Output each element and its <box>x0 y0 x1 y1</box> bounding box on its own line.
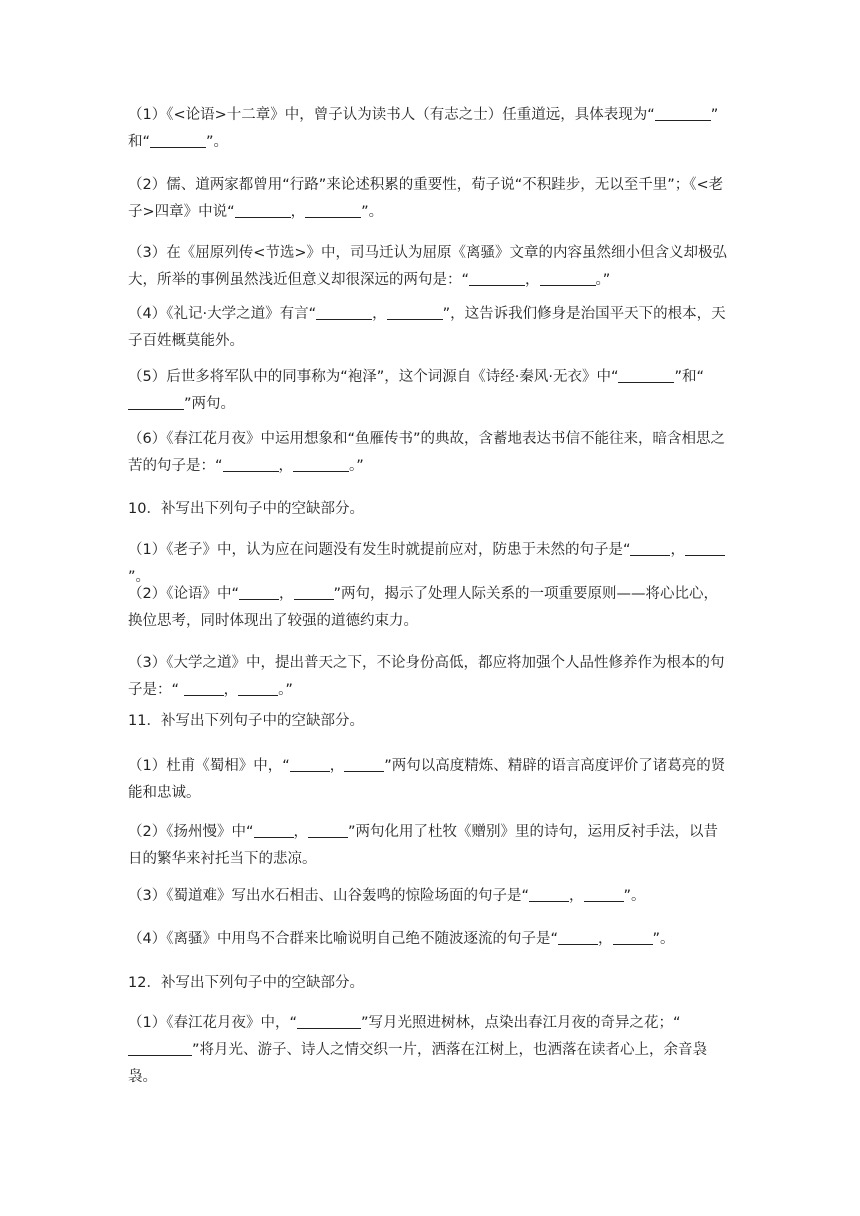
text: ， <box>293 824 308 840</box>
answer-blank[interactable] <box>540 271 596 287</box>
answer-blank[interactable] <box>655 106 711 122</box>
text: （6）《春江花月夜》中运用想象和“鱼雁传书”的典故，含蓄地表达书信不能往来，暗含相思之苦的句子是：“ <box>128 431 725 474</box>
text: （4）《礼记·大学之道》有言“ <box>128 306 317 322</box>
q10-item-2 <box>128 581 732 635</box>
answer-blank[interactable] <box>223 457 279 473</box>
answer-blank[interactable] <box>685 541 725 557</box>
q10-item-3 <box>128 650 732 704</box>
answer-blank[interactable] <box>239 585 279 601</box>
q11-item-1 <box>128 753 732 807</box>
answer-blank[interactable] <box>254 823 294 839</box>
text: ”写月光照进树林，点染出春江月夜的奇异之花；“ <box>361 1015 681 1031</box>
text: ， <box>598 931 613 947</box>
answer-blank[interactable] <box>293 457 349 473</box>
text: （3）在《屈原列传<节选>》中，司马迁认为屈原《离骚》文章的内容虽然细小但含义却极弘大，所举的事例虽然浅近但意义却很深远的两句是：“ <box>128 245 728 288</box>
text: ， <box>279 586 294 602</box>
text: ”两句以高度精炼、精辟的语言高度评价了诸葛亮的贤能和忠诚。 <box>128 758 726 801</box>
q12-item-1 <box>128 1010 732 1091</box>
text: ”。 <box>128 569 151 585</box>
q11-item-2 <box>128 819 732 873</box>
text: ” <box>710 107 719 123</box>
text: ”。 <box>623 888 646 904</box>
answer-blank[interactable] <box>613 930 653 946</box>
answer-blank[interactable] <box>469 271 525 287</box>
answer-blank[interactable] <box>618 368 674 384</box>
answer-blank[interactable] <box>235 203 291 219</box>
answer-blank[interactable] <box>387 305 443 321</box>
answer-blank[interactable] <box>305 203 361 219</box>
answer-blank[interactable] <box>344 757 384 773</box>
text: （2）儒、道两家都曾用“行路”来论述积累的重要性，荀子说“不积跬步，无以至千里”；《<老子>四章》中说“ <box>128 177 724 220</box>
text: （1）《<论语>十二章》中，曾子认为读书人（有志之士）任重道远，具体表现为“ <box>128 107 655 123</box>
q11-item-4 <box>128 926 732 953</box>
answer-blank[interactable] <box>128 1041 192 1057</box>
q9-item-6 <box>128 426 732 480</box>
answer-blank[interactable] <box>297 1014 361 1030</box>
answer-blank[interactable] <box>308 823 348 839</box>
text: （4）《离骚》中用鸟不合群来比喻说明自己绝不随波逐流的句子是“ <box>128 931 558 947</box>
q10-heading: 10．补写出下列句子中的空缺部分。 <box>128 501 364 517</box>
text: ”和“ <box>674 369 705 385</box>
text: 。” <box>349 458 364 474</box>
answer-blank[interactable] <box>150 133 206 149</box>
answer-blank[interactable] <box>529 887 569 903</box>
text: ”。 <box>206 134 229 150</box>
text: ， <box>223 682 239 698</box>
text: ”。 <box>361 204 384 220</box>
text: ”两句。 <box>184 396 236 412</box>
q9-item-4 <box>128 301 732 355</box>
text: ”两句，揭示了处理人际关系的一项重要原则——将心比心，换位思考，同时体现出了较强的道德约束力。 <box>128 586 719 629</box>
text: （2）《论语》中“ <box>128 586 239 602</box>
text: （3）《大学之道》中，提出普天之下，不论身份高低，都应将加强个人品性修养作为根本的句子是：“ <box>128 655 725 698</box>
text: （1）《春江花月夜》中，“ <box>128 1015 297 1031</box>
text: ”，这告诉我们修身是治国平天下的根本，天子百姓概莫能外。 <box>128 306 726 349</box>
text: ， <box>525 272 540 288</box>
text: ， <box>329 758 345 774</box>
text: ”。 <box>652 931 675 947</box>
answer-blank[interactable] <box>630 541 670 557</box>
answer-blank[interactable] <box>238 681 278 697</box>
answer-blank[interactable] <box>290 757 330 773</box>
q9-item-1 <box>128 102 732 156</box>
answer-blank[interactable] <box>294 585 334 601</box>
text: ， <box>372 306 387 322</box>
q9-item-2 <box>128 172 732 226</box>
q9-item-3 <box>128 240 732 294</box>
text: （1）杜甫《蜀相》中，“ <box>128 758 290 774</box>
answer-blank[interactable] <box>584 887 624 903</box>
q9-item-5 <box>128 364 732 418</box>
text: ， <box>290 204 306 220</box>
text: ”两句化用了杜牧《赠别》里的诗句，运用反衬手法，以昔日的繁华来衬托当下的悲凉。 <box>128 824 719 867</box>
q11-heading: 11．补写出下列句子中的空缺部分。 <box>128 713 364 729</box>
q12-heading: 12．补写出下列句子中的空缺部分。 <box>128 975 364 991</box>
answer-blank[interactable] <box>128 395 184 411</box>
text: 。” <box>278 682 293 698</box>
text: （1）《老子》中，认为应在问题没有发生时就提前应对，防患于未然的句子是“ <box>128 542 631 558</box>
text: （5）后世多将军队中的同事称为“袍泽”，这个词源自《诗经·秦风·无衣》中“ <box>128 369 619 385</box>
text: ”将月光、游子、诗人之情交织一片，洒落在江树上，也洒落在读者心上，余音袅袅。 <box>128 1042 708 1085</box>
answer-blank[interactable] <box>316 305 372 321</box>
answer-blank[interactable] <box>558 930 598 946</box>
text: 。” <box>595 272 611 288</box>
text: （2）《扬州慢》中“ <box>128 824 254 840</box>
text: 和“ <box>128 134 151 150</box>
answer-blank[interactable] <box>184 681 224 697</box>
text: ， <box>569 888 584 904</box>
text: ， <box>670 542 685 558</box>
text: （3）《蜀道难》写出水石相击、山谷轰鸣的惊险场面的句子是“ <box>128 888 529 904</box>
text: ， <box>278 458 294 474</box>
q11-item-3 <box>128 883 732 910</box>
